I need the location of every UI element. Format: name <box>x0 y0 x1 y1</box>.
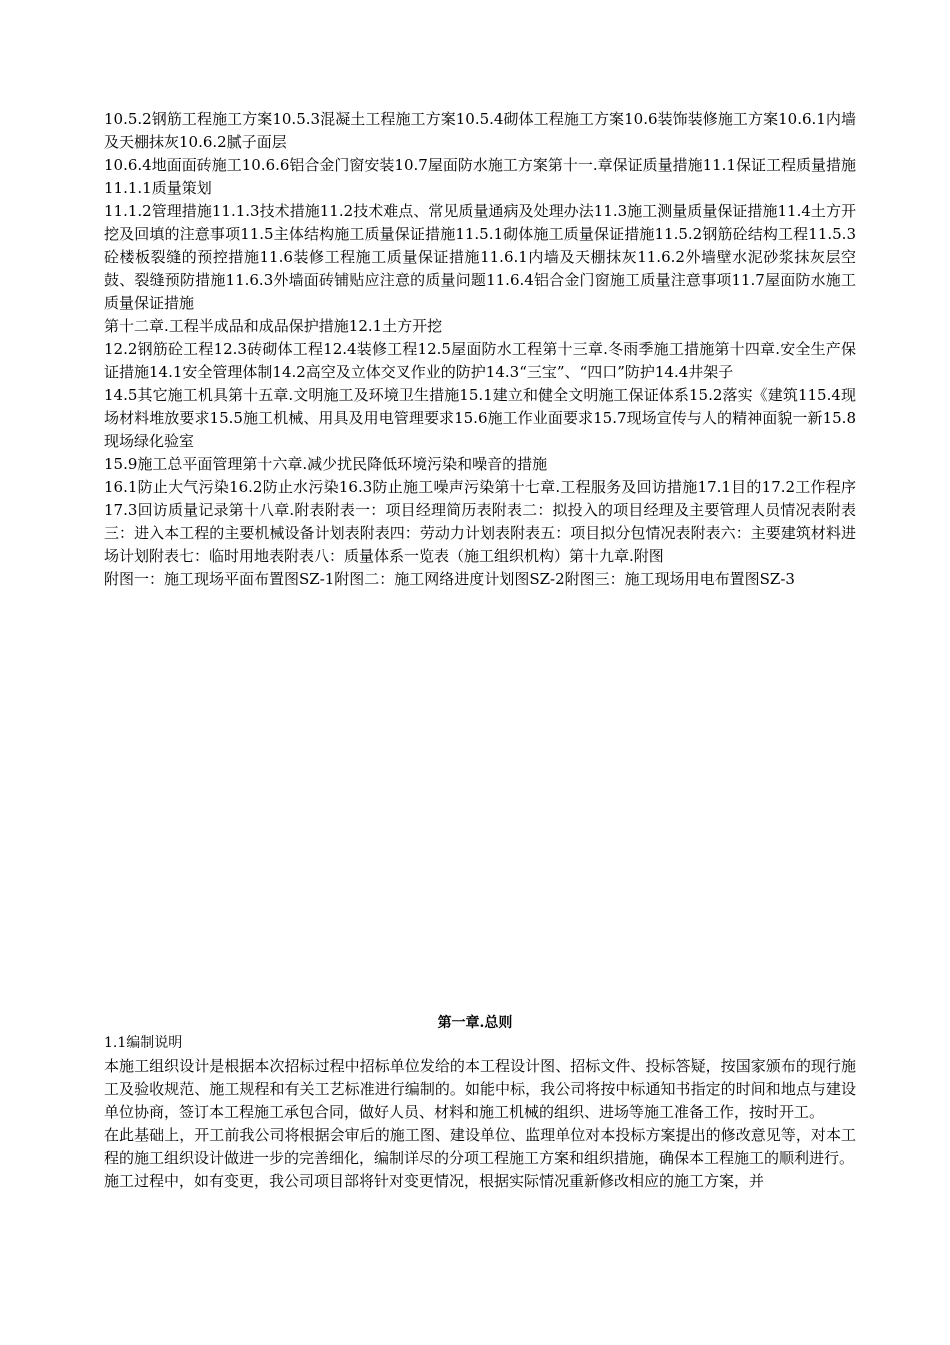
chapter-body <box>104 1032 856 1193</box>
body-paragraph: 在此基础上，开工前我公司将根据会审后的施工图、建设单位、监理单位对本投标方案提出的修改意见等，对本工程的施工组织设计做进一步的完善细化，编制详尽的分项工程施工方案和组织措施，确保本工程施工的顺利进行。 <box>104 1126 856 1167</box>
toc-paragraph: 12.2钢筋砼工程12.3砖砌体工程12.4装修工程12.5屋面防水工程第十三章.冬雨季施工措施第十四章.安全生产保证措施14.1安全管理体制14.2高空及立体交叉作业的防护14.3“三宝”、“四口”防护14.4井架子 <box>104 340 856 381</box>
section-heading: 1.1编制说明 <box>104 1035 183 1051</box>
toc-paragraph: 附图一：施工现场平面布置图SZ-1附图二：施工网络进度计划图SZ-2附图三：施工现场用电布置图SZ-3 <box>104 570 795 588</box>
chapter-title: 第一章.总则 <box>437 1015 513 1031</box>
table-of-contents <box>104 108 856 591</box>
toc-paragraph: 16.1防止大气污染16.2防止水污染16.3防止施工噪声污染第十七章.工程服务及回访措施17.1目的17.2工作程序17.3回访质量记录第十八章.附表附表一：项目经理简历表附表二：拟投入的项目经理及主要管理人员情况表附表三：进入本工程的主要机械设备计划表附表四：劳动力计划表附表五：项目拟分包情况表附表六：主要建筑材料进场计划附表七：临时用地表附表八：质量体系一览表（施工组织机构）第十九章.附图 <box>104 478 856 565</box>
toc-paragraph: 10.5.2钢筋工程施工方案10.5.3混凝土工程施工方案10.5.4砌体工程施工方案10.6装饰装修施工方案10.6.1内墙及天棚抹灰10.6.2腻子面层 <box>104 110 856 151</box>
toc-paragraph: 第十二章.工程半成品和成品保护措施12.1土方开挖 <box>104 317 443 335</box>
toc-paragraph: 11.1.2管理措施11.1.3技术措施11.2技术难点、常见质量通病及处理办法11.3施工测量质量保证措施11.4土方开挖及回填的注意事项11.5主体结构施工质量保证措施11.5.1砌体施工质量保证措施11.5.2钢筋砼结构工程11.5.3砼楼板裂缝的预控措施11.6装修工程施工质量保证措施11.6.1内墙及天棚抹灰11.6.2外墙壁水泥砂浆抹灰层空鼓、裂缝预防措施11.6.3外墙面砖铺贴应注意的质量问题11.6.4铝合金门窗施工质量注意事项11.7屋面防水施工质量保证措施 <box>104 202 856 312</box>
body-paragraph: 施工过程中，如有变更，我公司项目部将针对变更情况，根据实际情况重新修改相应的施工方案，并 <box>104 1172 765 1190</box>
toc-paragraph: 15.9施工总平面管理第十六章.减少扰民降低环境污染和噪音的措施 <box>104 455 548 473</box>
toc-paragraph: 10.6.4地面面砖施工10.6.6铝合金门窗安装10.7屋面防水施工方案第十一.章保证质量措施11.1保证工程质量措施11.1.1质量策划 <box>104 156 856 197</box>
body-paragraph: 本施工组织设计是根据本次招标过程中招标单位发给的本工程设计图、招标文件、投标答疑，按国家颁布的现行施工及验收规范、施工规程和有关工艺标准进行编制的。如能中标，我公司将按中标通知书指定的时间和地点与建设单位协商，签订本工程施工承包合同，做好人员、材料和施工机械的组织、进场等施工准备工作，按时开工。 <box>104 1057 856 1121</box>
toc-paragraph: 14.5其它施工机具第十五章.文明施工及环境卫生措施15.1建立和健全文明施工保证体系15.2落实《建筑115.4现场材料堆放要求15.5施工机械、用具及用电管理要求15.6施工作业面要求15.7现场宣传与人的精神面貌一新15.8现场绿化验室 <box>104 386 856 450</box>
